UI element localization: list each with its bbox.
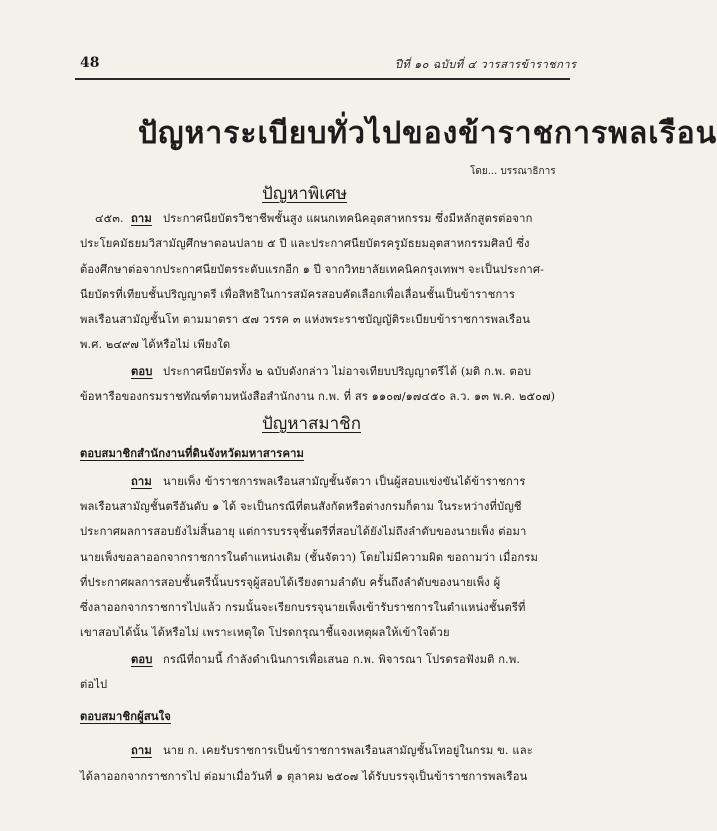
question-line: เขาสอบได้นั้น ได้หรือไม่ เพราะเหตุใด โปรดกรุณาชี้แจงเหตุผลให้เข้าใจด้วย — [80, 626, 450, 639]
answer-line: กรณีที่ถามนี้ กำลังดำเนินการเพื่อเสนอ ก.พ. พิจารณา โปรดรอฟังมติ ก.พ. — [163, 653, 521, 666]
page-number: 48 — [80, 55, 100, 71]
question-label: ถาม — [131, 743, 152, 757]
question-line: ประกาศผลการสอบยังไม่สิ้นอายุ แต่การบรรจุชั้นตรีที่สอบได้ยังไม่ถึงลำดับของนายเพ็ง ต่อมา — [80, 525, 527, 538]
issue-info: ปีที่ ๑๐ ฉบับที่ ๔ วารสารข้าราชการ — [395, 58, 577, 71]
question-label: ถาม — [131, 474, 152, 488]
question-line: พลเรือนสามัญชั้นตรีอันดับ ๑ ได้ จะเป็นกรณีที่ตนสังกัดหรือต่างกรมก็ตาม ในระหว่างที่บัญชี — [80, 500, 522, 513]
question-line: ที่ประกาศผลการสอบชั้นตรีนั้นบรรจุผู้สอบได้เรียงตามลำดับ ครั้นถึงลำดับของนายเพ็ง ผู้ — [80, 576, 501, 589]
question-number: ๔๕๓. — [95, 212, 124, 225]
question-label: ถาม — [131, 211, 152, 225]
question-line: นาย ก. เคยรับราชการเป็นข้าราชการพลเรือนสามัญชั้นโทอยู่ในกรม ข. และ — [163, 744, 533, 757]
answer-label: ตอบ — [131, 652, 153, 666]
answer-line: ประกาศนียบัตรทั้ง ๒ ฉบับดังกล่าว ไม่อาจเทียบปริญญาตรีได้ (มติ ก.พ. ตอบ — [163, 365, 532, 378]
header-rule — [75, 78, 570, 80]
article-title: ปัญหาระเบียบทั่วไปของข้าราชการพลเรือน — [138, 116, 717, 151]
question-line: นียบัตรที่เทียบชั้นปริญญาตรี เพื่อสิทธิในการสมัครสอบคัดเลือกเพื่อเลื่อนชั้นเป็นข้าราชการ — [80, 288, 515, 301]
question-line: ได้ลาออกจากราชการไป ต่อมาเมื่อวันที่ ๑ ตุลาคม ๒๕๐๗ ได้รับบรรจุเป็นข้าราชการพลเรือน — [80, 770, 528, 783]
question-line: นายเพ็งขอลาออกจากราชการในตำแหน่งเดิม (ชั้นจัตวา) โดยไม่มีความผิด ขอถามว่า เมื่อกรม — [80, 551, 539, 564]
question-line: ซึ่งลาออกจากราชการไปแล้ว กรมนั้นจะเรียกบรรจุนายเพ็งเข้ารับราชการในตำแหน่งชั้นตรีที่ — [80, 601, 526, 614]
section-heading-member: ปัญหาสมาชิก — [262, 414, 361, 434]
answer-label: ตอบ — [131, 364, 153, 378]
subsection-heading: ตอบสมาชิกผู้สนใจ — [80, 709, 171, 723]
question-line: ประโยคมัธยมวิสามัญศึกษาตอนปลาย ๕ ปี และประกาศนียบัตรครูมัธยมอุตสาหกรรมศิลป์ ซึ่ง — [80, 237, 530, 250]
question-line: พลเรือนสามัญชั้นโท ตามมาตรา ๕๗ วรรค ๓ แห่งพระราชบัญญัติระเบียบข้าราชการพลเรือน — [80, 313, 531, 326]
question-line: นายเพ็ง ข้าราชการพลเรือนสามัญชั้นจัตวา เป็นผู้สอบแข่งขันได้ข้าราชการ — [163, 475, 526, 488]
answer-line: ต่อไป — [80, 678, 108, 691]
question-line: ประกาศนียบัตรวิชาชีพชั้นสูง แผนกเทคนิคอุตสาหกรรม ซึ่งมีหลักสูตรต่อจาก — [163, 212, 533, 225]
section-heading-special: ปัญหาพิเศษ — [262, 184, 348, 204]
question-line: พ.ศ. ๒๔๙๗ ได้หรือไม่ เพียงใด — [80, 338, 231, 351]
subsection-heading: ตอบสมาชิกสำนักงานที่ดินจังหวัดมหาสารคาม — [80, 446, 305, 460]
byline: โดย... บรรณาธิการ — [470, 166, 556, 177]
answer-line: ข้อหารือของกรมราชทัณฑ์ตามหนังสือสำนักงาน ก.พ. ที่ สร ๑๑๐๗/๑๗๔๕๐ ล.ว. ๑๓ พ.ค. ๒๕๐๗) — [80, 390, 556, 403]
question-line: ต้องศึกษาต่อจากประกาศนียบัตรระดับแรกอีก ๑ ปี จากวิทยาลัยเทคนิคกรุงเทพฯ จะเป็นประกาศ- — [80, 263, 545, 276]
